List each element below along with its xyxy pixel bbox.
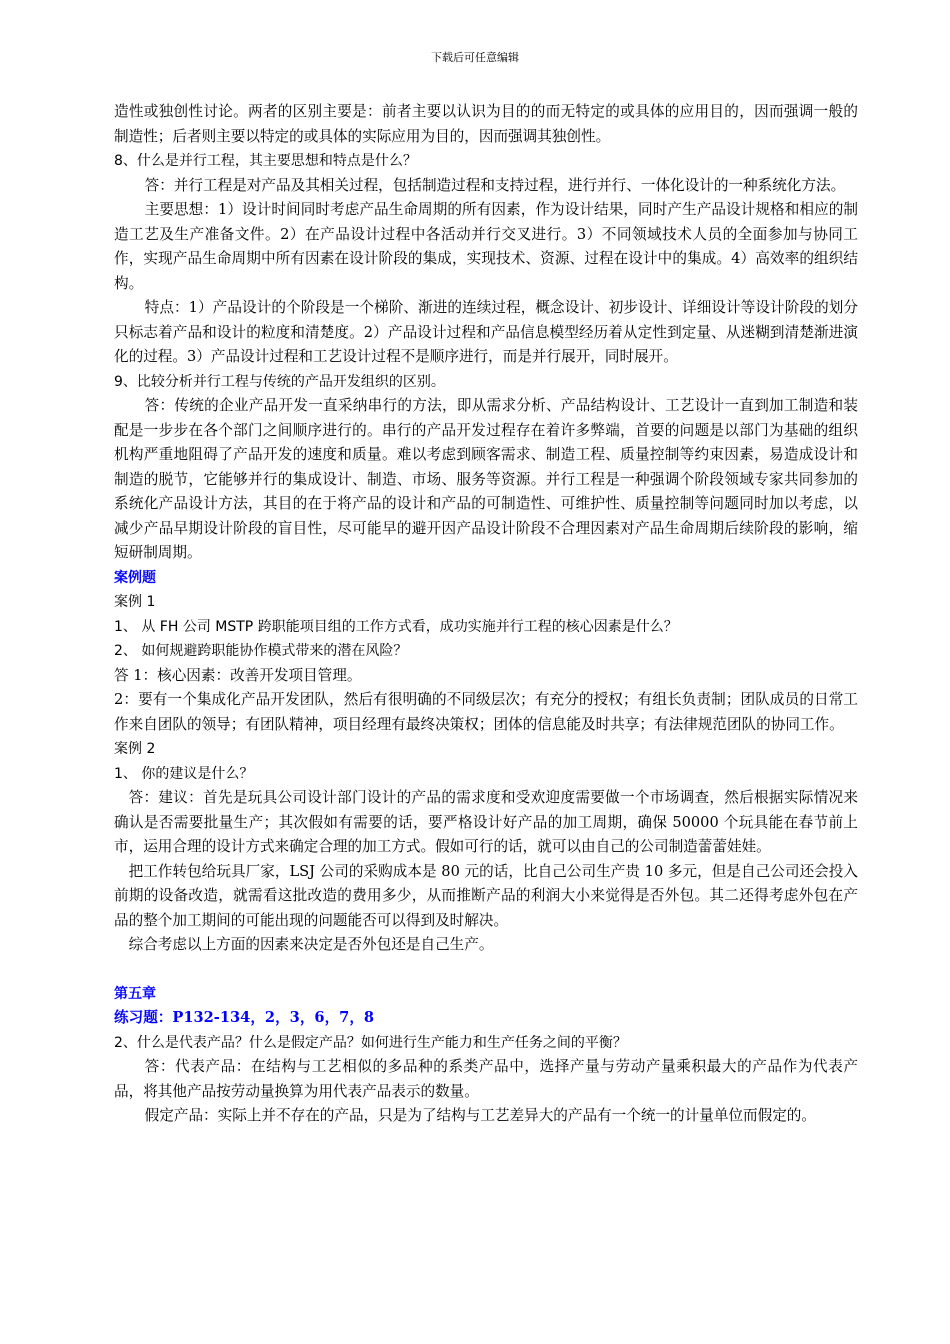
- answer-8-definition: 答：并行工程是对产品及其相关过程，包括制造过程和支持过程，进行并行、一体化设计的一种系统化方法。: [144, 176, 846, 194]
- case-1-title: 案例 1: [114, 594, 156, 610]
- case-2-title: 案例 2: [114, 741, 156, 757]
- case-study-heading: 案例题: [114, 569, 156, 586]
- answer-2-representative-product: 答：代表产品：在结构与工艺相似的多品种的系类产品中，选择产量与劳动产量乘积最大的产品作为代表产品，将其他产品按劳动量换算为用代表产品表示的数量。: [114, 1058, 858, 1100]
- question-9: 9、比较分析并行工程与传统的产品开发组织的区别。: [114, 373, 445, 390]
- case-2-answer-1: 答：建议：首先是玩具公司设计部门设计的产品的需求度和受欢迎度需要做一个市场调查，然后根据实际情况来确认是否需要批量生产；其次假如有需要的话，要严格设计好产品的加工周期，确保 50000 个玩具能在春节前上市，运用合理的设计方式来确定合理的加工方式。假如可行的话，就可以由自己的公司制造蕾蕾娃娃。: [114, 789, 858, 855]
- case-2-answer-3: 综合考虑以上方面的因素来决定是否外包还是自己生产。: [128, 936, 494, 953]
- document-body: [114, 100, 858, 1129]
- case-1-answer-1: 答 1：核心因素：改善开发项目管理。: [114, 666, 362, 684]
- exercise-heading: 练习题：P132-134，2，3，6，7，8: [114, 1009, 375, 1026]
- case-1-question-1: 1、 从 FH 公司 MSTP 跨职能项目组的工作方式看，成功实施并行工程的核心因素是什么？: [114, 618, 678, 635]
- case-2-question-1: 1、 你的建议是什么？: [114, 765, 254, 782]
- question-2: 2、什么是代表产品？什么是假定产品？如何进行生产能力和生产任务之间的平衡？: [114, 1034, 627, 1051]
- page-header: 下载后可任意编辑: [431, 51, 519, 64]
- chapter-5-heading: 第五章: [114, 985, 156, 1002]
- spacer: [114, 958, 858, 982]
- answer-9: 答：传统的企业产品开发一直采纳串行的方法，即从需求分析、产品结构设计、工艺设计一直到加工制造和装配是一步步在各个部门之间顺序进行的。串行的产品开发过程存在着许多弊端，首要的问题是以部门为基础的组织机构严重地阻碍了产品开发的速度和质量。难以考虑到顾客需求、制造工程、质量控制等约束因素，易造成设计和制造的脱节，它能够并行的集成设计、制造、市场、服务等资源。并行工程是一种强调个阶段领域专家共同参加的系统化产品设计方法，其目的在于将产品的设计和产品的可制造性、可维护性、质量控制等问题同时加以考虑，以减少产品早期设计阶段的盲目性，尽可能早的避开因产品设计阶段不合理因素对产品生命周期后续阶段的影响，缩短研制周期。: [114, 397, 858, 561]
- case-1-answer-2: 2：要有一个集成化产品开发团队，然后有很明确的不同级层次；有充分的授权；有组长负责制；团队成员的日常工作来自团队的领导；有团队精神，项目经理有最终决策权；团体的信息能及时共享；有法律规范团队的协同工作。: [114, 691, 858, 733]
- paragraph: 造性或独创性讨论。两者的区别主要是：前者主要以认识为目的的而无特定的或具体的应用目的，因而强调一般的制造性；后者则主要以特定的或具体的实际应用为目的，因而强调其独创性。: [114, 103, 858, 145]
- question-8: 8、什么是并行工程，其主要思想和特点是什么？: [114, 153, 417, 169]
- case-2-answer-2: 把工作转包给玩具厂家，LSJ 公司的采购成本是 80 元的话，比自己公司生产贵 10 多元，但是自己公司还会投入前期的设备改造，就需看这批改造的费用多少，从而推断产品的利润大小来觉得是否外包。其二还得考虑外包在产品的整个加工期间的可能出现的问题能否可以得到及时解决。: [114, 862, 858, 929]
- answer-8-main-ideas: 主要思想：1）设计时间同时考虑产品生命周期的所有因素，作为设计结果，同时产生产品设计规格和相应的制造工艺及生产准备文件。2）在产品设计过程中各活动并行交叉进行。3）不同领域技术人员的全面参加与协同工作，实现产品生命周期中所有因素在设计阶段的集成，实现技术、资源、过程在设计中的集成。4）高效率的组织结构。: [114, 201, 858, 292]
- answer-2-assumed-product: 假定产品：实际上并不存在的产品，只是为了结构与工艺差异大的产品有一个统一的计量单位而假定的。: [144, 1107, 816, 1124]
- case-1-question-2: 2、 如何规避跨职能协作模式带来的潜在风险？: [114, 643, 408, 659]
- answer-8-features: 特点：1）产品设计的个阶段是一个梯阶、渐进的连续过程，概念设计、初步设计、详细设计等设计阶段的划分只标志着产品和设计的粒度和清楚度。2）产品设计过程和产品信息模型经历着从定性到定量、从迷糊到清楚渐进演化的过程。3）产品设计过程和工艺设计过程不是顺序进行，而是并行展开，同时展开。: [114, 299, 858, 365]
